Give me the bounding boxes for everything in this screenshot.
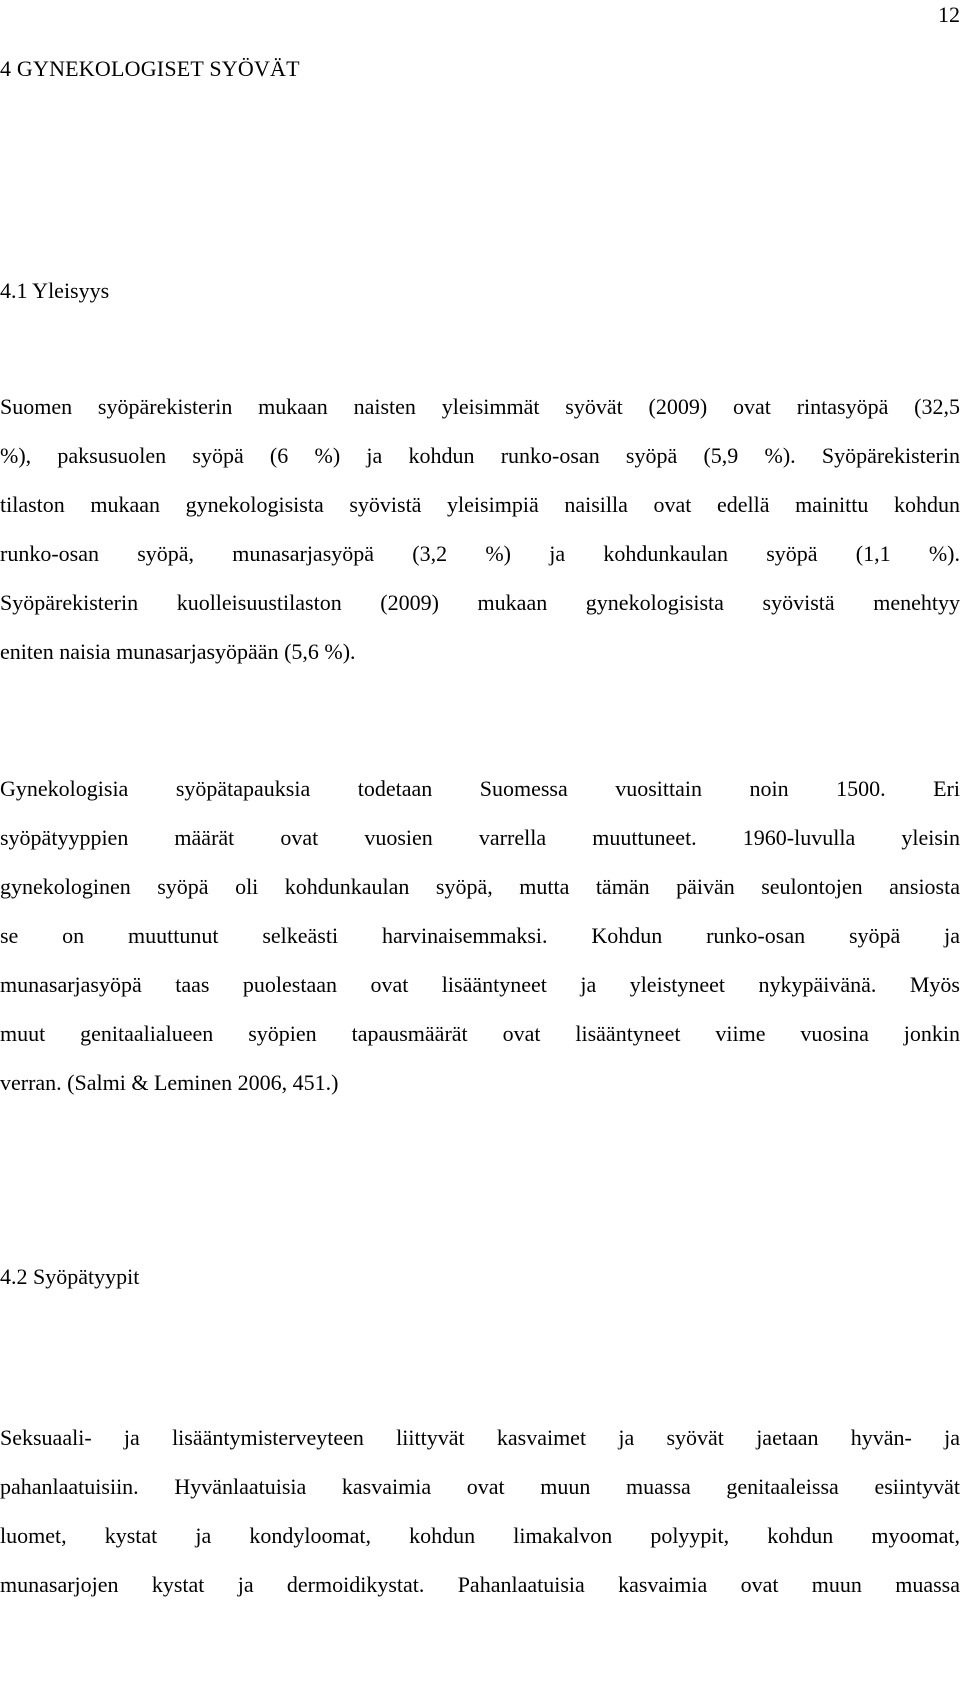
section-heading-yleisyys: 4.1 Yleisyys bbox=[0, 278, 110, 303]
section-heading-syopatyypit: 4.2 Syöpätyypit bbox=[0, 1264, 140, 1289]
text-line: runko-osan syöpä, munasarjasyöpä (3,2 %) ja kohdunkaulan syöpä (1,1 %). bbox=[0, 541, 960, 566]
text-line: Gynekologisia syöpätapauksia todetaan Suomessa vuosittain noin 1500. Eri bbox=[0, 776, 960, 801]
text-line: pahanlaatuisiin. Hyvänlaatuisia kasvaimia ovat muun muassa genitaaleissa esiintyvät bbox=[0, 1474, 960, 1499]
paragraph-cancer-statistics bbox=[0, 382, 960, 676]
text-line: Seksuaali- ja lisääntymisterveyteen liittyvät kasvaimet ja syövät jaetaan hyvän- ja bbox=[0, 1425, 960, 1450]
text-line: %), paksusuolen syöpä (6 %) ja kohdun runko-osan syöpä (5,9 %). Syöpärekisterin bbox=[0, 443, 960, 468]
text-line: syöpätyyppien määrät ovat vuosien varrella muuttuneet. 1960-luvulla yleisin bbox=[0, 825, 960, 850]
text-line: se on muuttunut selkeästi harvinaisemmaksi. Kohdun runko-osan syöpä ja bbox=[0, 923, 960, 948]
chapter-title: 4 GYNEKOLOGISET SYÖVÄT bbox=[0, 56, 300, 81]
text-line: Suomen syöpärekisterin mukaan naisten yleisimmät syövät (2009) ovat rintasyöpä (32,5 bbox=[0, 394, 960, 419]
text-line: verran. (Salmi & Leminen 2006, 451.) bbox=[0, 1070, 339, 1095]
text-line: muut genitaalialueen syöpien tapausmäärät ovat lisääntyneet viime vuosina jonkin bbox=[0, 1021, 960, 1046]
paragraph-cancer-trends bbox=[0, 764, 960, 1107]
text-line: munasarjasyöpä taas puolestaan ovat lisääntyneet ja yleistyneet nykypäivänä. Myös bbox=[0, 972, 960, 997]
text-line: tilaston mukaan gynekologisista syövistä yleisimpiä naisilla ovat edellä mainittu kohdun bbox=[0, 492, 960, 517]
text-line: munasarjojen kystat ja dermoidikystat. Pahanlaatuisia kasvaimia ovat muun muassa bbox=[0, 1572, 960, 1597]
paragraph-tumor-types bbox=[0, 1413, 960, 1609]
text-line: eniten naisia munasarjasyöpään (5,6 %). bbox=[0, 639, 356, 664]
page-number: 12 bbox=[938, 2, 960, 27]
text-line: gynekologinen syöpä oli kohdunkaulan syöpä, mutta tämän päivän seulontojen ansiosta bbox=[0, 874, 960, 899]
text-line: Syöpärekisterin kuolleisuustilaston (2009) mukaan gynekologisista syövistä menehtyy bbox=[0, 590, 960, 615]
text-line: luomet, kystat ja kondyloomat, kohdun limakalvon polyypit, kohdun myoomat, bbox=[0, 1523, 960, 1548]
